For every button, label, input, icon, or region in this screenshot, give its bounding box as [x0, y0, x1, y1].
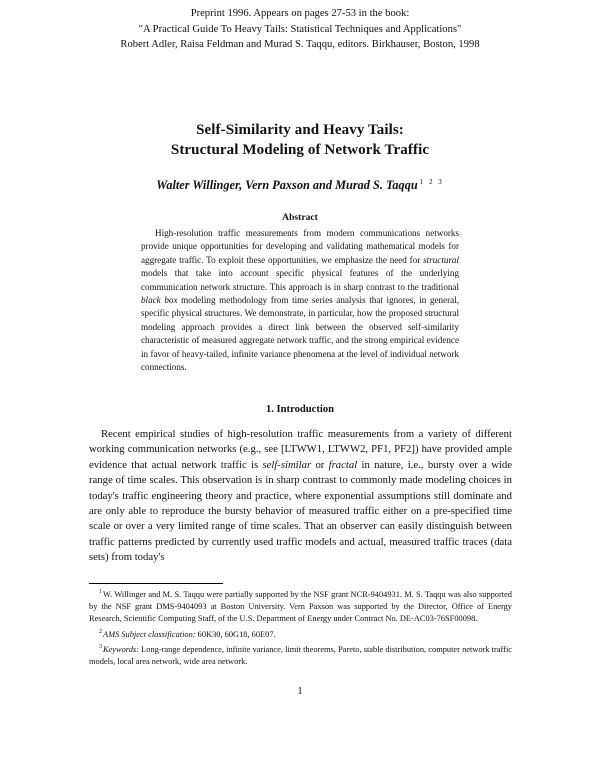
footnote-3	[89, 641, 512, 668]
author-footnote-markers: 1 2 3	[419, 178, 444, 186]
footnote-2-label: AMS Subject classification:	[103, 629, 196, 639]
abstract-part-1: High-resolution traffic measurements from modern communications networks provide unique opportunities for developing and validating mathematical models for aggregate traffic. To exploit these opportunities, we emphasize the need for	[141, 228, 459, 265]
footnotes	[89, 586, 512, 668]
preprint-line-2: "A Practical Guide To Heavy Tails: Statistical Techniques and Applications"	[138, 23, 462, 35]
footnote-3-label: Keywords:	[103, 644, 139, 654]
author-list	[0, 178, 600, 193]
preprint-line-3: Robert Adler, Raisa Feldman and Murad S. Taqqu, editors. Birkhauser, Boston, 1998	[120, 39, 480, 50]
abstract-part-3: modeling methodology from time series analysis that ignores, in general, specific physical structures. We demonstrate, in particular, how the proposed structural modeling approach provides a direct link between the observed self-similarity characteristic of measured aggregate network traffic, and the strong empirical evidence in favor of heavy-tailed, infinite variance phenomena at the level of individual network connections.	[141, 295, 459, 373]
intro-emphasis-fractal: fractal	[328, 458, 358, 471]
author-names: Walter Willinger, Vern Paxson and Murad S. Taqqu	[156, 178, 418, 192]
paper-title	[0, 120, 600, 160]
page-number: 1	[297, 686, 303, 697]
abstract-part-2: models that take into account specific physical features of the underlying communication network structure. This approach is in sharp contrast to the traditional	[141, 268, 459, 292]
intro-emphasis-self-similar: self-similar	[262, 458, 312, 471]
footnote-1-text: W. Willinger and M. S. Taqqu were partially supported by the NSF grant NCR-9404931. M. S. Taqqu was also supported by the NSF grant DMS-9404093 at Boston University. Vern Paxson was supported by the Director, Office of Energy Research, Scientific Computing Staff, of the U.S. Department of Energy under Contract No. DE-AC03-76SF00098.	[89, 589, 512, 624]
title-line-2: Structural Modeling of Network Traffic	[170, 142, 430, 158]
abstract-emphasis-structural: structural	[423, 254, 459, 265]
footnote-1-marker: 1	[99, 589, 102, 595]
intro-part-1: Recent empirical studies of high-resolution traffic measurements from a variety of different working communication networks (e.g., see [LTWW1, LTWW2, PF1, PF2]) have provided ample evidence that actual network traffic is	[89, 428, 512, 471]
footnote-2-text: 60K30, 60G18, 60E07.	[195, 629, 276, 639]
title-line-1: Self-Similarity and Heavy Tails:	[196, 122, 404, 138]
introduction-paragraph	[89, 427, 512, 566]
footnote-3-marker: 3	[99, 643, 102, 650]
footnote-1	[89, 586, 512, 626]
footnote-2	[89, 626, 512, 641]
preprint-header	[0, 6, 600, 53]
footnote-rule	[89, 583, 223, 584]
intro-part-3: in nature, i.e., bursty over a wide range of time scales. This observation is in sharp contrast to commonly made modeling choices in today's traffic engineering theory and practice, where exponential assumptions still dominate and are only able to reproduce the bursty behavior of measured traffic either on a pre-specified time scale or over a very limited range of time scales. That an observer can easily distinguish between traffic patterns predicted by currently used traffic models and actual, measured traffic traces (data sets) from today's	[89, 458, 512, 564]
footnote-2-marker: 2	[99, 628, 102, 635]
footnote-3-text: Long-range dependence, infinite variance, limit theorems, Pareto, stable distribution, computer network traffic models, local area network, wide area network.	[89, 644, 512, 666]
abstract-text	[141, 227, 459, 374]
section-heading-introduction: 1. Introduction	[265, 404, 335, 415]
intro-part-2: or	[311, 458, 329, 471]
abstract-heading: Abstract	[282, 212, 318, 223]
preprint-line-1: Preprint 1996. Appears on pages 27-53 in the book:	[190, 8, 410, 19]
abstract-emphasis-black-box: black box	[141, 295, 178, 306]
